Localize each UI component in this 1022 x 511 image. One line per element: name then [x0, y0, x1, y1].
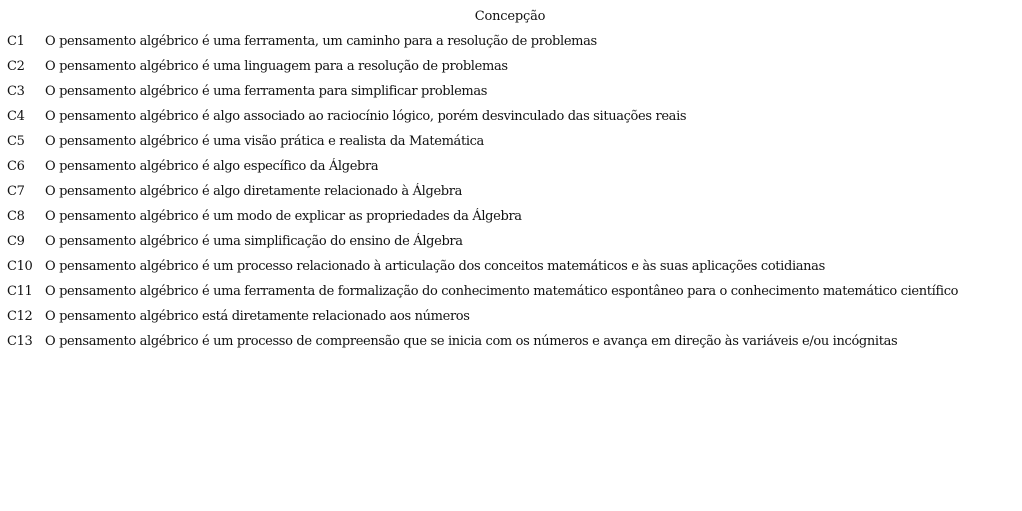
row-text: O pensamento algébrico é uma ferramenta de formalização do conhecimento matemático espontâneo para o conhecimento matemático científico: [45, 284, 959, 299]
table-row: [0, 108, 1022, 133]
table-row: [0, 133, 1022, 158]
table-row: [0, 283, 1022, 308]
row-code: C10: [7, 259, 33, 274]
row-code: C9: [7, 234, 25, 249]
conception-list: [0, 33, 1022, 358]
table-row: [0, 258, 1022, 283]
row-code: C3: [7, 84, 25, 99]
row-text: O pensamento algébrico é algo associado ao raciocínio lógico, porém desvinculado das situações reais: [45, 109, 687, 124]
row-code: C7: [7, 184, 25, 199]
row-text: O pensamento algébrico é uma simplificação do ensino de Álgebra: [45, 234, 463, 249]
table-row: [0, 308, 1022, 333]
table-row: [0, 233, 1022, 258]
row-code: C6: [7, 159, 25, 174]
row-text: O pensamento algébrico é um modo de explicar as propriedades da Álgebra: [45, 209, 522, 224]
row-text: O pensamento algébrico é um processo relacionado à articulação dos conceitos matemáticos e às suas aplicações cotidianas: [45, 259, 825, 274]
row-code: C5: [7, 134, 25, 149]
row-code: C4: [7, 109, 25, 124]
row-text: O pensamento algébrico é algo diretamente relacionado à Álgebra: [45, 184, 463, 199]
table-row: [0, 208, 1022, 233]
row-code: C12: [7, 309, 33, 324]
row-text: O pensamento algébrico é algo específico da Álgebra: [45, 159, 379, 174]
row-text: O pensamento algébrico é uma visão prática e realista da Matemática: [45, 134, 484, 149]
row-code: C2: [7, 59, 25, 74]
row-text: O pensamento algébrico é uma ferramenta, um caminho para a resolução de problemas: [45, 34, 597, 49]
row-text: O pensamento algébrico é um processo de compreensão que se inicia com os números e avança em direção às variáveis e/ou incógnitas: [45, 334, 898, 349]
row-code: C1: [7, 34, 25, 49]
row-code: C13: [7, 334, 33, 349]
column-header-concepcao: Concepção: [474, 9, 546, 24]
table-row: [0, 33, 1022, 58]
row-text: O pensamento algébrico está diretamente relacionado aos números: [45, 309, 470, 324]
table-row: [0, 83, 1022, 108]
row-text: O pensamento algébrico é uma linguagem para a resolução de problemas: [45, 59, 508, 74]
row-code: C11: [7, 284, 33, 299]
table-row: [0, 58, 1022, 83]
row-text: O pensamento algébrico é uma ferramenta para simplificar problemas: [45, 84, 488, 99]
row-code: C8: [7, 209, 25, 224]
table-row: [0, 333, 1022, 358]
table-row: [0, 183, 1022, 208]
table-row: [0, 158, 1022, 183]
